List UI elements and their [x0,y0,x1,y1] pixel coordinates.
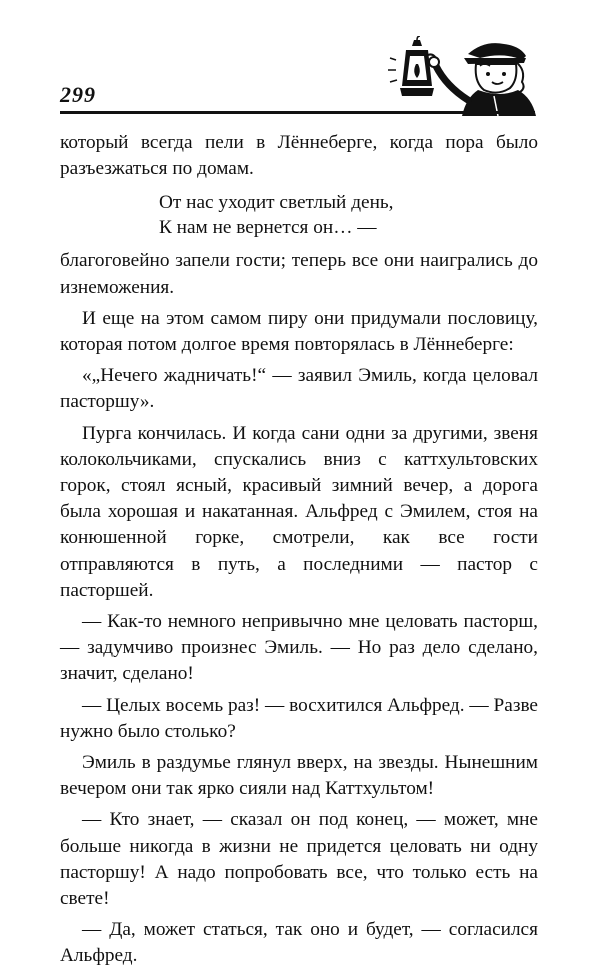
page-header [0,0,600,120]
paragraph-4: «„Нечего жадничать!“ — заявил Эмиль, когда целовал пасторшу». [60,365,538,413]
paragraph-6: — Как-то немного непривычно мне целовать пасторш, — задумчиво произнес Эмиль. — Но раз дело сделано, значит, сделано! [60,611,538,685]
paragraph-5: Пурга кончилась. И когда сани одни за другими, звеня колокольчиками, спускались вниз с каттхультовских горок, стоял ясный, красивый зимний вечер, а дорога была хорошая и накатанная. Альфред с Эмилем, стоя на конюшенной горке, смотрели, как все гости отправляются в путь, а последними — пастор с пасторшей. [60,422,538,601]
page-number: 299 [60,82,96,107]
verse-line-2: К нам не вернется он… — [159,217,377,239]
paragraph-10: — Да, может статься, так оно и будет, — согласился Альфред. [60,919,538,967]
paragraph-3: И еще на этом самом пиру они придумали пословицу, которая потом долгое время повторялась в Лённеберге: [60,307,538,356]
paragraph-2: благоговейно запели гости; теперь все они наигрались до изнеможения. [60,250,538,298]
boy-with-lantern-icon [376,36,541,116]
paragraph-7: — Целых восемь раз! — восхитился Альфред. — Разве нужно было столько? [60,694,538,742]
verse-quote [60,190,538,240]
paragraph-8: Эмиль в раздумье глянул вверх, на звезды. Нынешним вечером они так ярко сияли над Каттхультом! [60,752,538,800]
header-rule [60,111,535,114]
verse-line-1: От нас уходит светлый день, [159,192,394,214]
paragraph-9: — Кто знает, — сказал он под конец, — может, мне больше никогда в жизни не придется целовать ни одну пасторшу! А надо попробовать все, что только есть на свете! [60,809,538,910]
paragraph-1: который всегда пели в Лённеберге, когда пора было разъезжаться по домам. [60,132,538,180]
page-body [60,130,538,970]
